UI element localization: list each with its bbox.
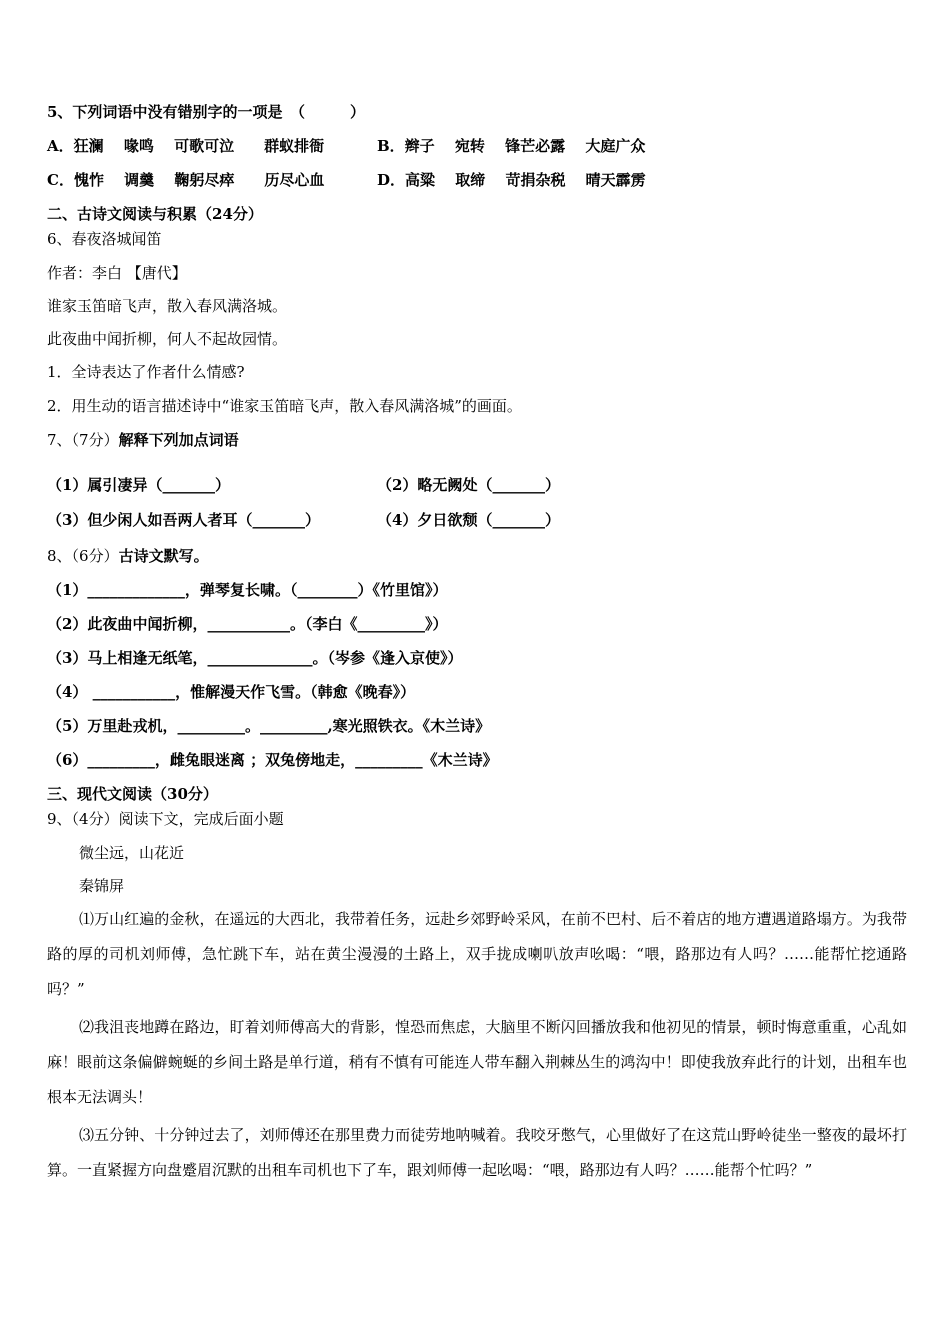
q6-sub-question-1: 1．全诗表达了作者什么情感?	[47, 363, 245, 381]
q8-stem-text: 古诗文默写。	[118, 547, 209, 565]
q9-stem: 9、（4分）阅读下文，完成后面小题	[47, 810, 284, 828]
article-paragraph-3: ⑶五分钟、十分钟过去了，刘师傅还在那里费力而徒劳地呐喊着。我咬牙憋气，心里做好了在这荒山野岭徒坐一整夜的最坏打算。一直紧握方向盘蹙眉沉默的出租车司机也下了车，跟刘师傅一起吆喝：“喂，路那边有人吗？……能帮个忙吗？”	[47, 1126, 907, 1179]
article-title: 微尘远，山花近	[79, 844, 185, 862]
q7-stem-text: 解释下列加点词语	[118, 431, 239, 449]
q5-stem: 5、下列词语中没有错别字的一项是 （ ）	[47, 103, 365, 121]
q7-item-3: （3）但少闲人如吾两人者耳（_______）	[47, 511, 320, 529]
q7-stem	[47, 430, 239, 450]
q8-stem	[47, 546, 209, 566]
q6-poem-line-2: 此夜曲中闻折柳，何人不起故园情。	[47, 330, 288, 348]
q5-option-a: A．狂澜 喙鸣 可歌可泣 群蚁排衙	[47, 137, 325, 155]
q7-item-4: （4）夕日欲颓（_______）	[377, 511, 560, 529]
section-3-heading: 三、现代文阅读（30分）	[47, 785, 218, 803]
article-paragraph-1: ⑴万山红遍的金秋，在遥远的大西北，我带着任务，远赴乡郊野岭采风，在前不巴村、后不着店的地方遭遇道路塌方。为我带路的厚的司机刘师傅，急忙跳下车，站在黄尘漫漫的土路上，双手拢成喇叭放声吆喝：“喂，路那边有人吗？……能帮忙挖通路吗？”	[47, 910, 907, 998]
q5-option-b: B．辫子 宛转 锋芒必露 大庭广众	[377, 137, 646, 155]
q8-line-2: （2）此夜曲中闻折柳，___________。（李白《_________》）	[47, 615, 448, 633]
q6-poem-line-1: 谁家玉笛暗飞声，散入春风满洛城。	[47, 297, 288, 315]
q6-title: 6、春夜洛城闻笛	[47, 230, 162, 248]
q8-line-6: （6）_________，雌兔眼迷离 ；双兔傍地走，_________《木兰诗》	[47, 751, 498, 769]
q7-item-1: （1）属引凄异（_______）	[47, 476, 230, 494]
section-2-heading: 二、古诗文阅读与积累（24分）	[47, 205, 263, 223]
article-author: 秦锦屏	[79, 877, 125, 895]
q8-line-3: （3）马上相逢无纸笔，______________。（岑参《逢入京使》）	[47, 649, 463, 667]
q6-sub-question-2: 2．用生动的语言描述诗中“谁家玉笛暗飞声，散入春风满洛城”的画面。	[47, 397, 522, 415]
q5-option-c: C．愧怍 调羹 鞠躬尽瘁 历尽心血	[47, 171, 325, 189]
q6-author: 作者：李白 【唐代】	[47, 264, 187, 282]
article-paragraph-2: ⑵我沮丧地蹲在路边，盯着刘师傅高大的背影，惶恐而焦虑，大脑里不断闪回播放我和他初见的情景，顿时悔意重重，心乱如麻！眼前这条偏僻蜿蜒的乡间土路是单行道，稍有不慎有可能连人带车翻入荆棘丛生的鸿沟中！即使我放弃此行的计划，出租车也根本无法调头！	[47, 1018, 907, 1106]
q7-stem-prefix: 7、（7分）	[47, 431, 119, 449]
q8-line-4: （4） ___________，惟解漫天作飞雪。（韩愈《晚春》）	[47, 683, 416, 701]
q5-option-d: D．高粱 取缔 苛捐杂税 晴天霹雳	[377, 171, 646, 189]
q8-stem-prefix: 8、（6分）	[47, 547, 119, 565]
q7-item-2: （2）略无阙处（_______）	[377, 476, 560, 494]
q8-line-5: （5）万里赴戎机，_________。_________,寒光照铁衣。《木兰诗》	[47, 717, 491, 735]
q8-line-1: （1）_____________，弹琴复长啸。（________）《竹里馆》）	[47, 581, 448, 599]
